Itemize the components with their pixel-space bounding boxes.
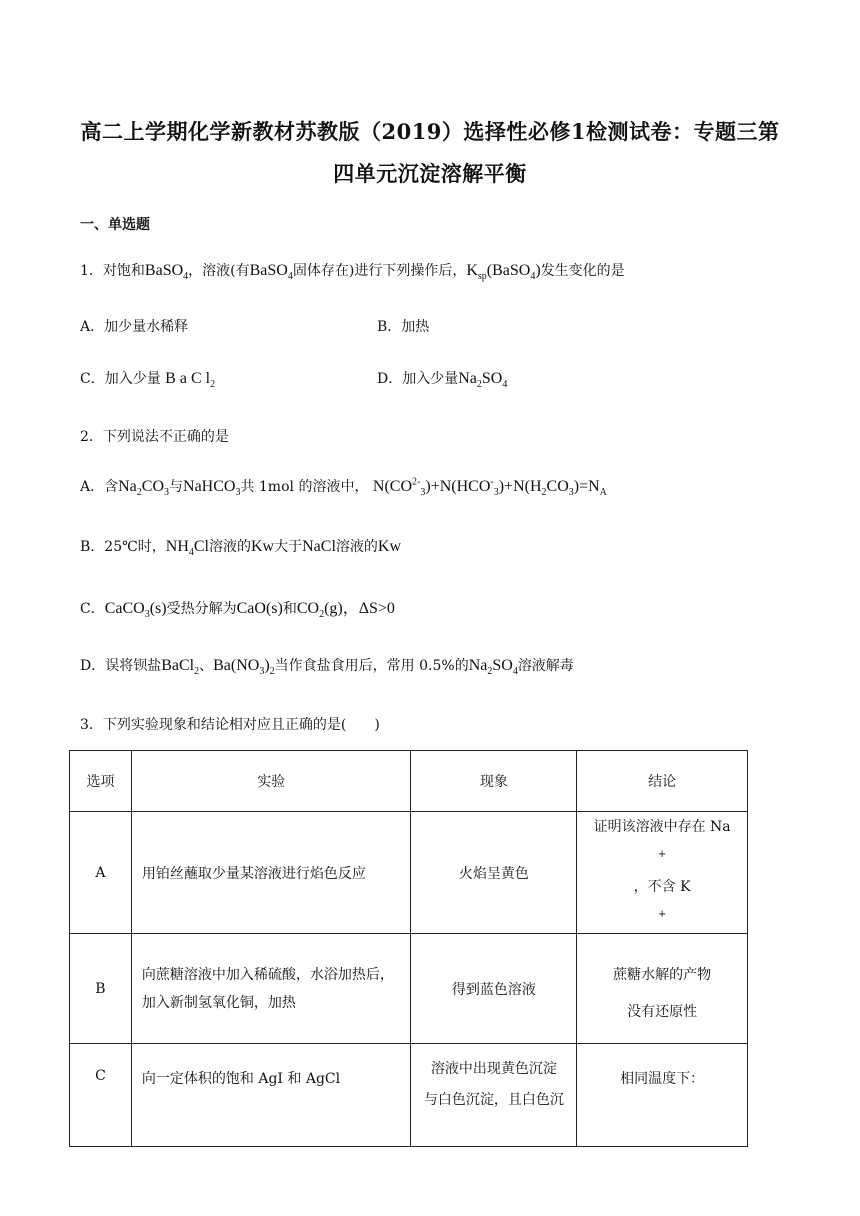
table-header: 现象 [411, 751, 577, 812]
table-cell-experiment: 用铂丝蘸取少量某溶液进行焰色反应 [131, 812, 411, 934]
page-title-line2: 四单元沉淀溶解平衡 [333, 161, 527, 186]
q1-option-b: B．加热 [377, 319, 430, 335]
table-cell-option: B [70, 934, 132, 1044]
table-cell-conclusion: 证明该溶液中存在 Na + ，不含 K + [577, 812, 748, 934]
table-cell-observation: 火焰呈黄色 [411, 812, 577, 934]
table-cell-option: A [70, 812, 132, 934]
page-title-line1: 高二上学期化学新教材苏教版（2019）选择性必修1检测试卷：专题三第 [80, 119, 780, 144]
q1-option-d: D．加入少量$Na_2SO_4$ [377, 370, 508, 391]
question-1-stem: 1．对饱和BaSO$_4$，溶液(有BaSO$_4$固体存在)进行下列操作后，$K_{sp}(BaSO_4)$发生变化的是 [80, 262, 625, 283]
question-3-stem: 3．下列实验现象和结论相对应且正确的是( ) [80, 717, 380, 733]
q1-option-a: A．加少量水稀释 [80, 319, 189, 335]
table-cell-conclusion: 蔗糖水解的产物 没有还原性 [577, 934, 748, 1044]
table-cell-observation: 得到蓝色溶液 [411, 934, 577, 1044]
q1-option-c: C．加入少量 B a C $l_2$ [80, 370, 216, 391]
q2-option-d: D．误将钡盐BaCl$_2$、$Ba(NO_3)_2$当作食盐食用后，常用 0.5%的$Na_2SO_4$溶液解毒 [80, 657, 574, 678]
question-2-stem: 2．下列说法不正确的是 [80, 429, 229, 445]
table-header: 结论 [577, 751, 748, 812]
q2-option-b: B．25℃时，$NH_4Cl$溶液的Kw大于NaCl溶液的Kw [80, 538, 401, 559]
table-header: 选项 [70, 751, 132, 812]
table-cell-option: C [70, 1044, 132, 1147]
table-row [70, 1044, 748, 1147]
section-heading: 一、单选题 [80, 217, 150, 233]
table-row [70, 812, 748, 934]
table-cell-conclusion: 相同温度下： [577, 1044, 748, 1147]
q2-option-a: A．含$Na_2CO_3$与NaHCO$_3$共 1mol 的溶液中， $N(CO^{2-}_3)+N(HCO^-_3)+N(H_2CO_3)=N_A$ [80, 476, 607, 499]
table-cell-experiment: 向蔗糖溶液中加入稀硫酸，水浴加热后， 加入新制氢氧化铜，加热 [131, 934, 411, 1044]
table-cell-observation: 溶液中出现黄色沉淀 与白色沉淀，且白色沉 [411, 1044, 577, 1147]
table-cell-experiment: 向一定体积的饱和 AgI 和 AgCl [131, 1044, 411, 1147]
experiment-table [69, 750, 748, 1147]
table-row [70, 934, 748, 1044]
q2-option-c: C．CaCO$_3$(s)受热分解为CaO(s)和$CO_2(g)$，ΔS>0 [80, 600, 395, 621]
table-header: 实验 [131, 751, 411, 812]
table-header-row [70, 751, 748, 812]
